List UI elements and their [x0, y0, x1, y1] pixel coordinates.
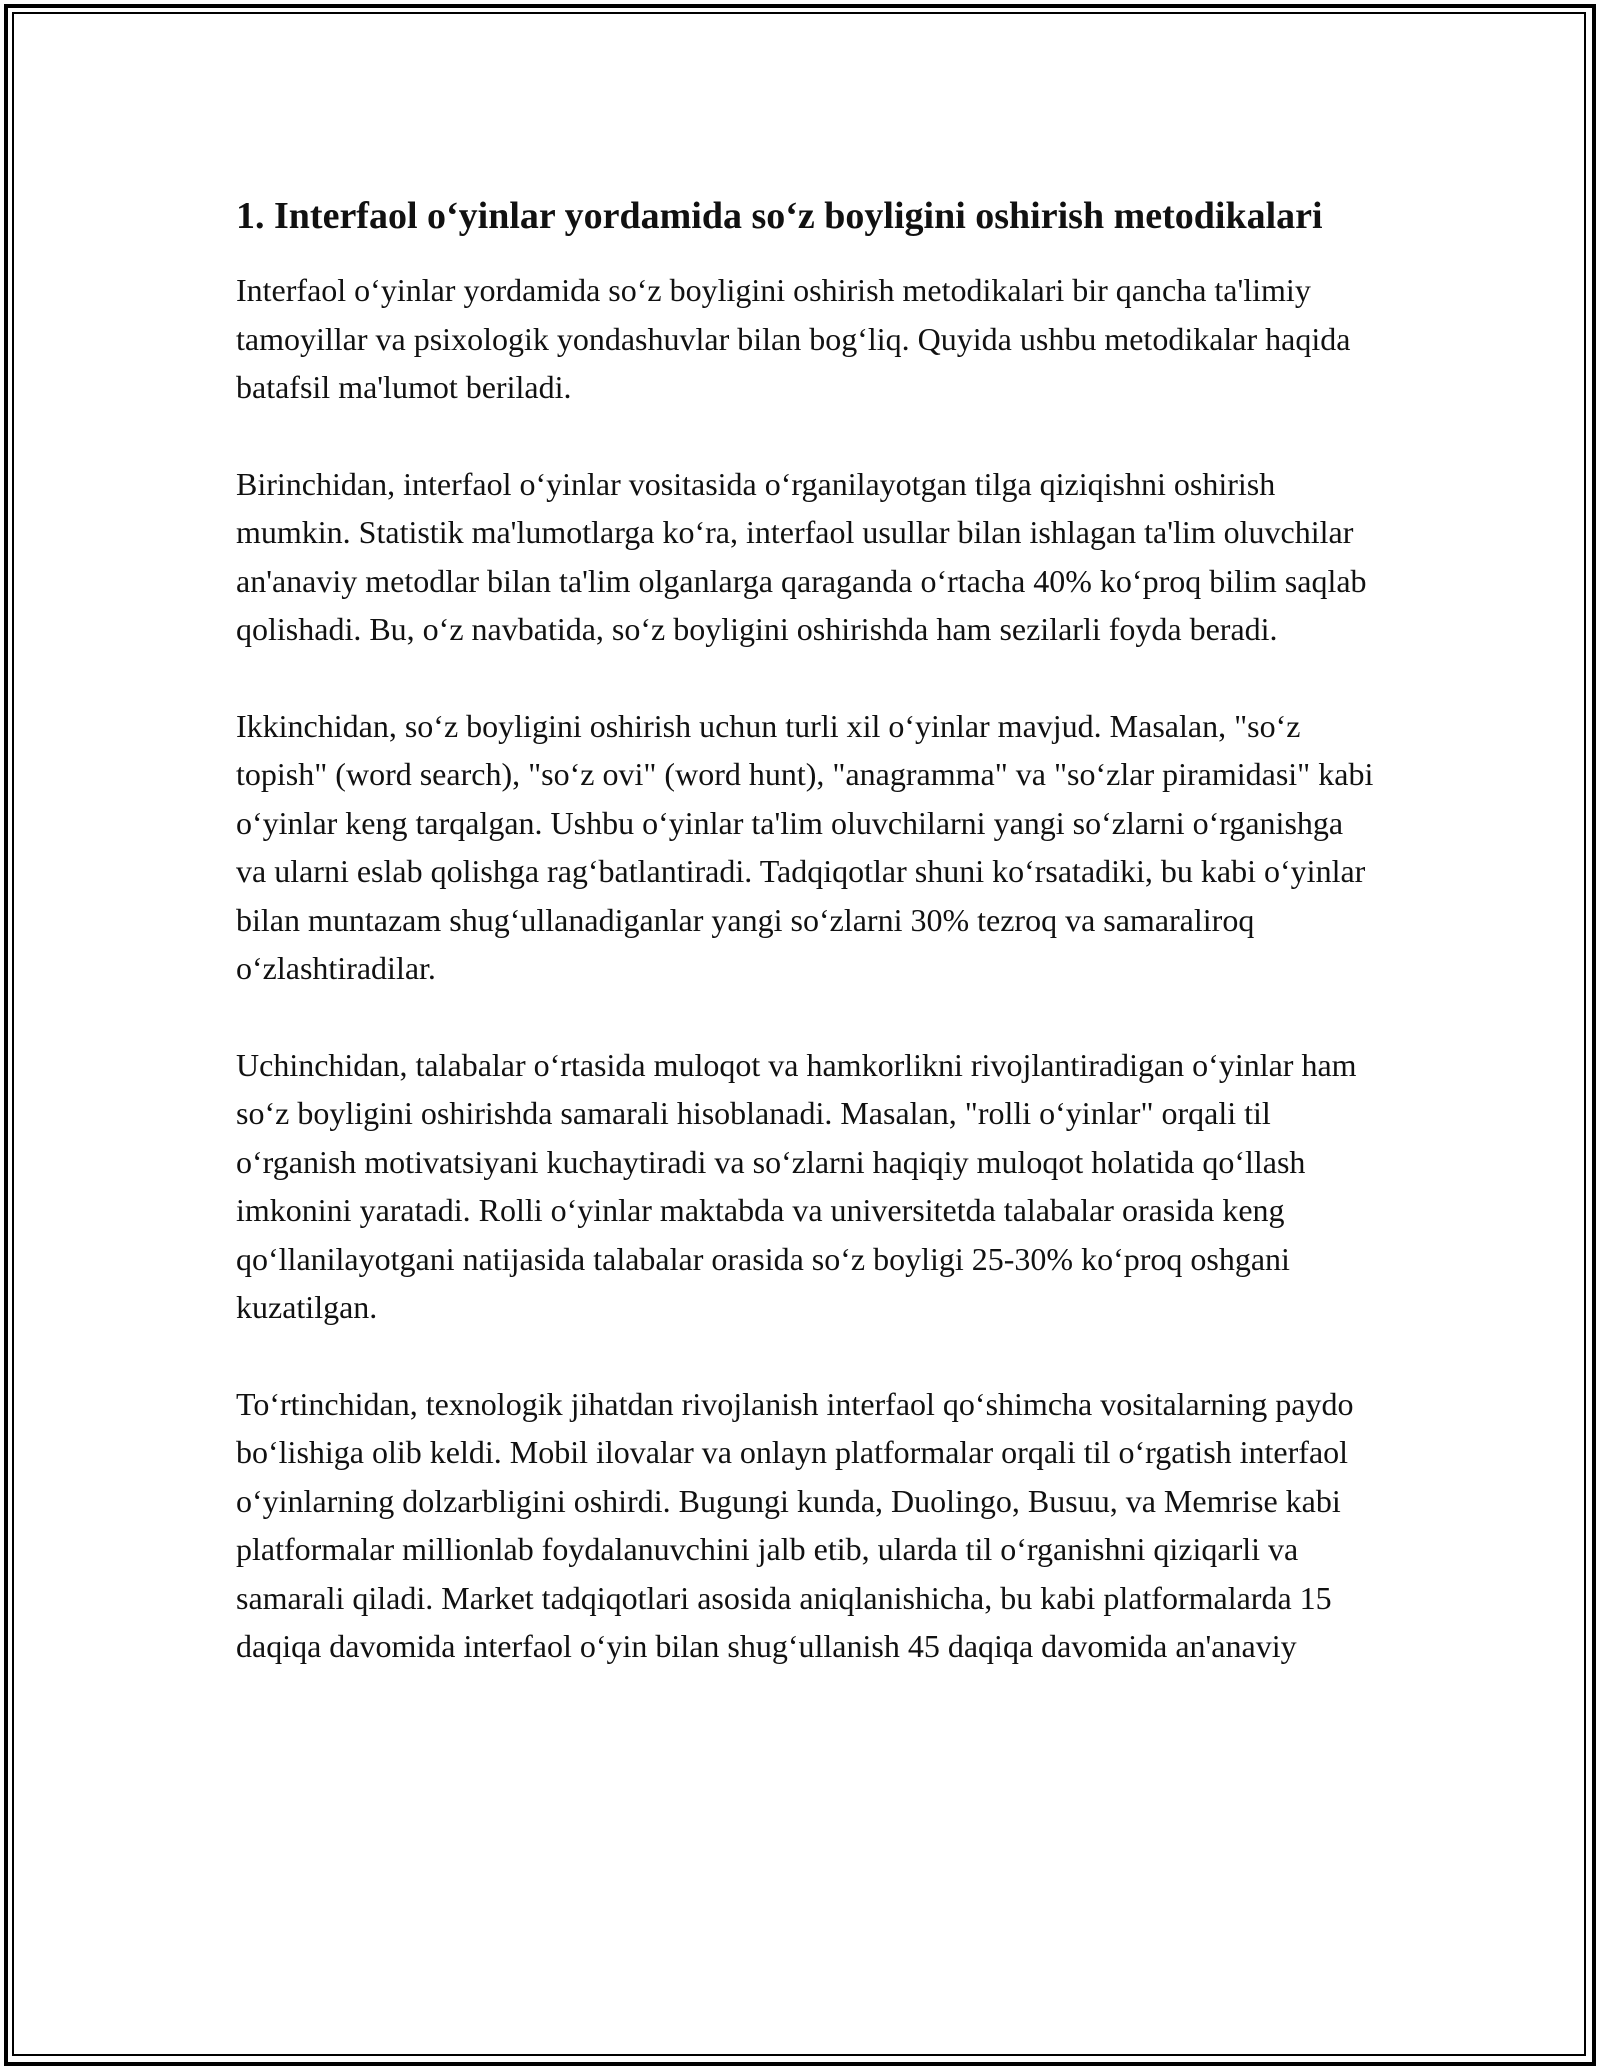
- paragraph-third-point: Uchinchidan, talabalar o‘rtasida muloqot va hamkorlikni rivojlantiradigan o‘yinlar ham so‘z boyligini oshirishda samarali hisoblanadi. Masalan, "rolli o‘yinlar" orqali til o‘rganish motivatsiyani kuchaytiradi va so‘zlarni haqiqiy muloqot holatida qo‘llash imkonini yaratadi. Rolli o‘yinlar maktabda va universitetda talabalar orasida keng qo‘llanilayotgani natijasida talabalar orasida so‘z boyligi 25-30% ko‘proq oshgani kuzatilgan.: [236, 1046, 1357, 1325]
- document-body: [236, 188, 1376, 1719]
- paragraph-first-point: Birinchidan, interfaol o‘yinlar vositasida o‘rganilayotgan tilga qiziqishni oshirish mumkin. Statistik ma'lumotlarga ko‘ra, interfaol usullar bilan ishlagan ta'lim oluvchilar an'anaviy metodlar bilan ta'lim olganlarga qaraganda o‘rtacha 40% ko‘proq bilim saqlab qolishadi. Bu, o‘z navbatida, so‘z boyligini oshirishda ham sezilarli foyda beradi.: [236, 465, 1367, 647]
- section-heading: 1. Interfaol o‘yinlar yordamida so‘z boyligini oshirish metodikalari: [236, 195, 1323, 237]
- paragraph-fourth-point: To‘rtinchidan, texnologik jihatdan rivojlanish interfaol qo‘shimcha vositalarning paydo bo‘lishiga olib keldi. Mobil ilovalar va onlayn platformalar orqali til o‘rgatish interfaol o‘yinlarning dolzarbligini oshirdi. Bugungi kunda, Duolingo, Busuu, va Memrise kabi platformalar millionlab foydalanuvchini jalb etib, ularda til o‘rganishni qiziqarli va samarali qiladi. Market tadqiqotlari asosida aniqlanishicha, bu kabi platformalarda 15 daqiqa davomida interfaol o‘yin bilan shug‘ullanish 45 daqiqa davomida an'anaviy: [236, 1385, 1354, 1664]
- paragraph-intro: Interfaol o‘yinlar yordamida so‘z boyligini oshirish metodikalari bir qancha ta'limiy tamoyillar va psixologik yondashuvlar bilan bog‘liq. Quyida ushbu metodikalar haqida batafsil ma'lumot beriladi.: [236, 272, 1351, 405]
- paragraph-second-point: Ikkinchidan, so‘z boyligini oshirish uchun turli xil o‘yinlar mavjud. Masalan, "so‘z topish" (word search), "so‘z ovi" (word hunt), "anagramma" va "so‘zlar piramidasi" kabi o‘yinlar keng tarqalgan. Ushbu o‘yinlar ta'lim oluvchilarni yangi so‘zlarni o‘rganishga va ularni eslab qolishga rag‘batlantiradi. Tadqiqotlar shuni ko‘rsatadiki, bu kabi o‘yinlar bilan muntazam shug‘ullanadiganlar yangi so‘zlarni 30% tezroq va samaraliroq o‘zlashtiradilar.: [236, 707, 1374, 986]
